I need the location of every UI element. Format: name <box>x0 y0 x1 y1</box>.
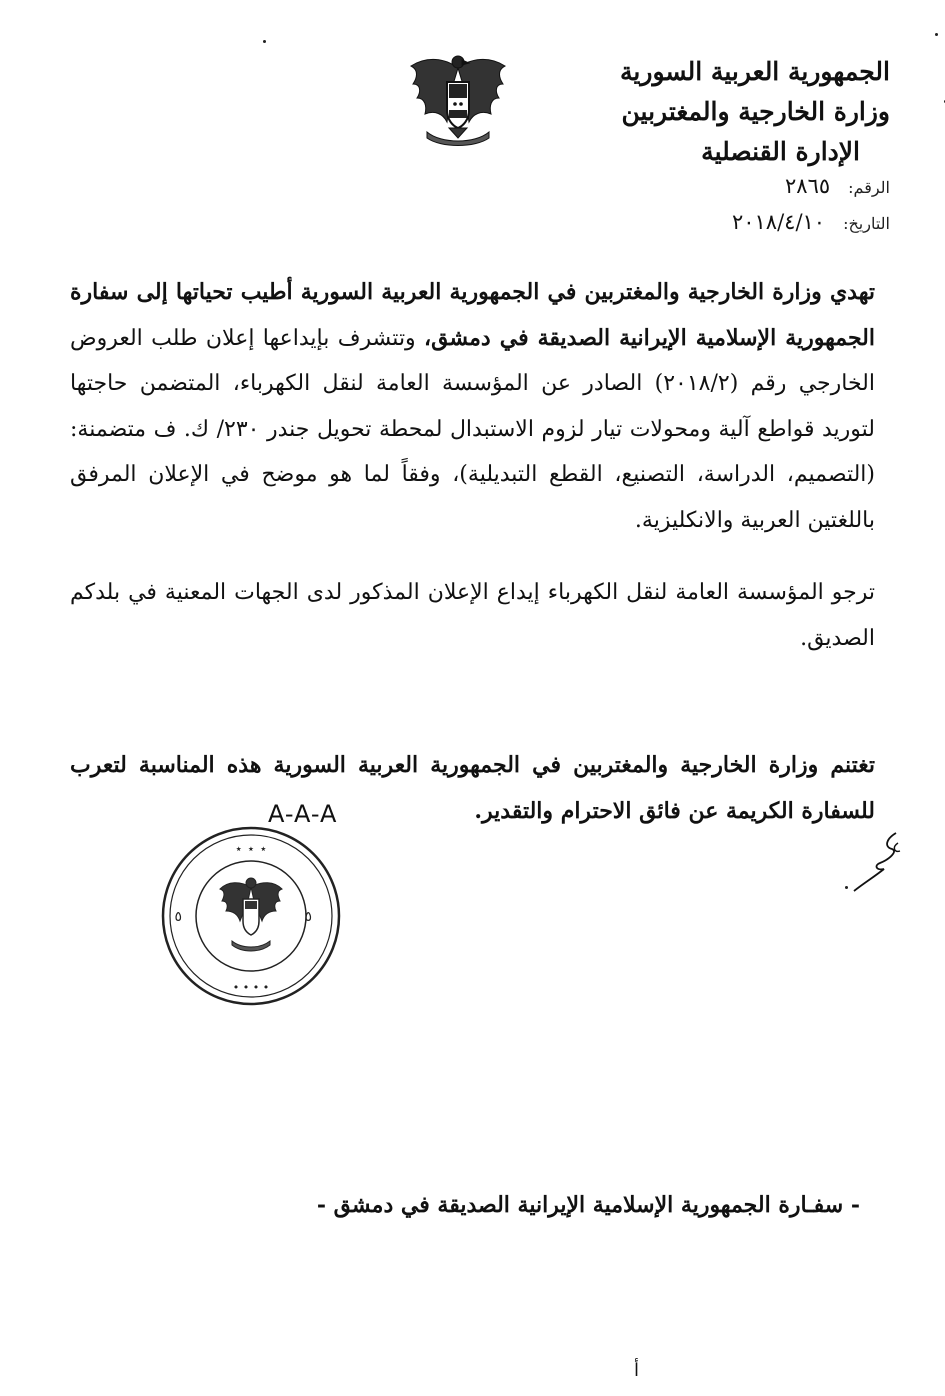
official-seal-icon <box>160 825 342 1007</box>
page-mark: أ <box>634 1360 640 1381</box>
signature-icon <box>846 825 906 895</box>
svg-text:• • • •: • • • • <box>232 981 270 994</box>
ministry-header <box>620 52 890 172</box>
svg-text:⋆ ⋆ ⋆: ⋆ ⋆ ⋆ <box>234 842 268 857</box>
reference-number-value: ٢٨٦٥ <box>785 174 831 198</box>
handwritten-reference: A-A-A <box>268 800 338 828</box>
reference-number <box>785 174 890 198</box>
addressee: - سفـارة الجمهورية الإسلامية الإيرانية الصديقة في دمشق - <box>316 1192 860 1218</box>
reference-number-label: الرقم: <box>848 178 890 197</box>
body-paragraph-1-lead: تهدي وزارة الخارجية والمغتربين في الجمهورية العربية السورية أطيب تحياتها إلى سفارة الجمهورية الإسلامية الإيرانية الصديقة في دمشق، <box>70 279 875 351</box>
svg-text:٥: ٥ <box>174 909 182 925</box>
svg-text:٥: ٥ <box>304 909 312 925</box>
header-country: الجمهورية العربية السورية <box>620 57 890 86</box>
reference-date-label: التاريخ: <box>843 214 890 233</box>
body-paragraph-1-rest: وتتشرف بإيداعها إعلان طلب العروض الخارجي رقم (٢٠١٨/٢) الصادر عن المؤسسة العامة لنقل الكهرباء، المتضمن حاجتها لتوريد قواطع آلية ومحولات تيار لزوم الاستبدال لمحطة تحويل جندر ٢٣٠/ ك. ف متضمنة: (التصميم، الدراسة، التصنيع، القطع التبديلية)، وفقاً لما هو موضح في الإعلان المرفق باللغتين العربية والانكليزية. <box>70 325 876 533</box>
body-paragraph-1 <box>70 270 875 543</box>
reference-date <box>732 210 890 234</box>
scan-speck <box>935 33 938 36</box>
body-paragraph-2: ترجو المؤسسة العامة لنقل الكهرباء إيداع الإعلان المذكور لدى الجهات المعنية في بلدكم الصديق. <box>70 580 875 651</box>
header-department: الإدارة القنصلية <box>701 137 860 166</box>
reference-date-value: ٢٠١٨/٤/١٠ <box>731 210 826 234</box>
closing-paragraph: تغتنم وزارة الخارجية والمغتربين في الجمهورية العربية السورية هذه المناسبة لتعرب للسفارة الكريمة عن فائق الاحترام والتقدير. <box>70 752 875 824</box>
eagle-emblem-icon <box>405 48 511 148</box>
scan-speck <box>845 886 848 889</box>
scan-speck <box>263 40 266 43</box>
header-ministry: وزارة الخارجية والمغتربين <box>621 97 890 126</box>
